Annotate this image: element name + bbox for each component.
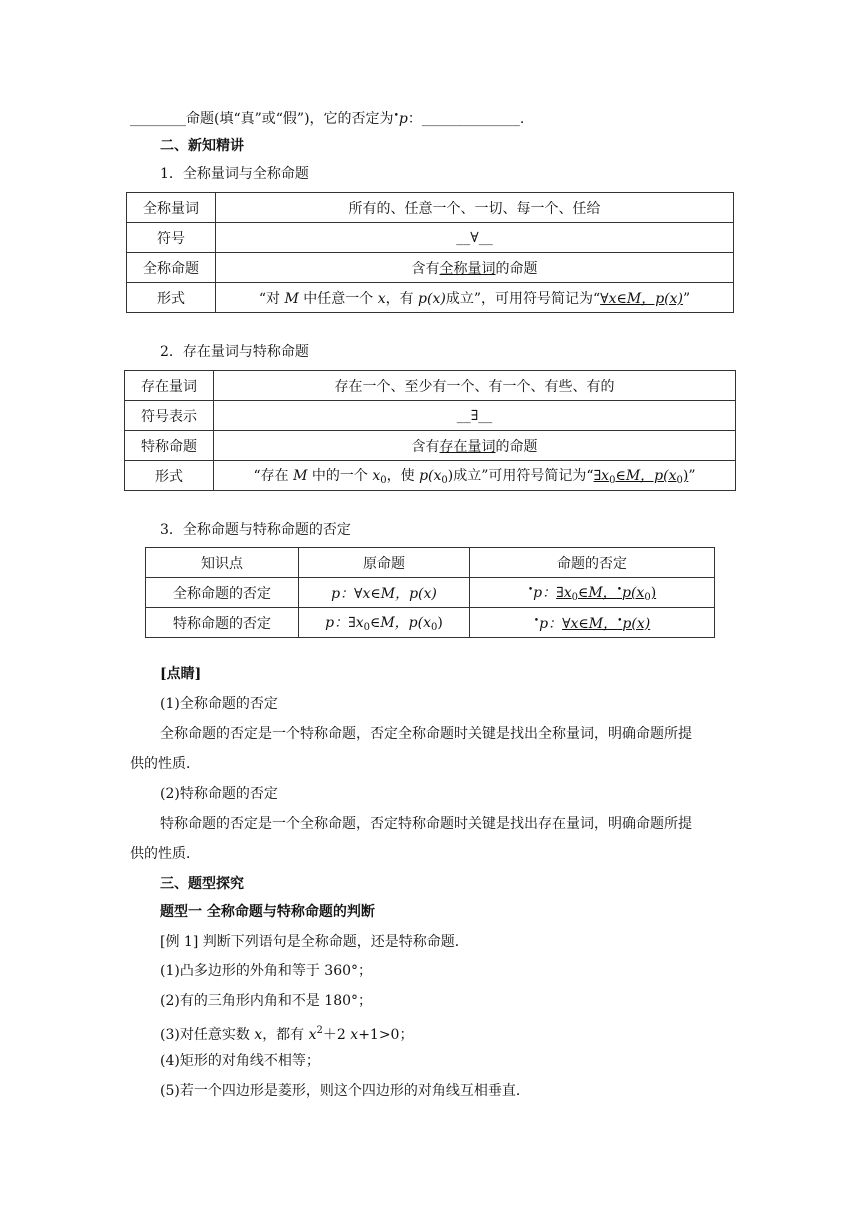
cell-neg (470, 608, 715, 638)
text: (3)对任意实数 (160, 1027, 255, 1043)
text: 中任意一个 (298, 290, 378, 307)
symbol-form (594, 468, 689, 484)
table-row (146, 578, 715, 608)
text: “对 (258, 290, 285, 307)
dianjing-label: [点睛] (160, 666, 202, 682)
row-value: __∃__ (214, 401, 736, 431)
var-m: M (293, 468, 308, 484)
expr: p(x (419, 468, 442, 484)
subscript: 0 (363, 622, 370, 633)
item-3 (160, 1021, 413, 1045)
table-existential-quantifier (124, 370, 736, 491)
row-label: 全称量词 (127, 193, 216, 223)
sym-part: ∈M，p(x (615, 468, 677, 484)
section2-title: 二、新知精讲 (160, 138, 244, 154)
row-label: 特称命题 (125, 431, 214, 461)
text: 中的一个 (307, 468, 373, 484)
var-x0: x (372, 468, 381, 484)
row-label: 形式 (127, 283, 216, 313)
symbol-form: ∀x∈M，p(x) (600, 290, 683, 307)
subscript: 0 (676, 475, 683, 486)
sub2-title: 2．存在量词与特称命题 (160, 344, 309, 360)
note2-line2: 供的性质． (130, 846, 200, 862)
negation-dot: • (533, 615, 540, 626)
row-value: __∀__ (216, 223, 734, 253)
row-label: 存在量词 (125, 371, 214, 401)
text: ∀x∈M， (562, 615, 618, 632)
table-row (146, 608, 715, 638)
negation-dot: • (393, 111, 399, 121)
subscript: 0 (441, 475, 448, 486)
table-negation (145, 547, 715, 638)
sym-part: ) (682, 468, 689, 484)
text-underlined: 全称量词 (439, 260, 496, 277)
table-row (127, 253, 734, 283)
text: p：∃x (325, 615, 364, 631)
text: p： (539, 615, 563, 632)
note2-line1: 特称命题的否定是一个全称命题，否定特称命题时关键是找出存在量词，明确命题所提 (160, 816, 692, 832)
text: ∈M，p(x (369, 615, 431, 631)
negation-dot: • (617, 615, 623, 626)
row-value (214, 431, 736, 461)
subscript: 0 (571, 592, 578, 603)
blank-2: ______________ (421, 111, 520, 127)
item-1: (1)凸多边形的外角和等于 360°； (160, 963, 373, 979)
table-header-row (146, 548, 715, 578)
blank-1: ________ (130, 111, 186, 127)
subscript: 0 (380, 475, 387, 486)
colon: ： (407, 111, 422, 127)
table-row (125, 401, 736, 431)
text-post: 的命题 (495, 260, 538, 277)
var-m: M (284, 290, 299, 307)
cell-orig: p：∀x∈M，p(x) (299, 578, 470, 608)
table-row (125, 461, 736, 491)
item-2: (2)有的三角形内角和不是 180°； (160, 993, 373, 1009)
var-x: x (377, 290, 386, 307)
expr: ) (447, 468, 454, 484)
sub1-title: 1．全称量词与全称命题 (160, 166, 309, 182)
text: ＋2 (322, 1027, 351, 1043)
text: ) (650, 585, 657, 601)
row-label: 符号表示 (125, 401, 214, 431)
row-value (214, 461, 736, 491)
item-4: (4)矩形的对角线不相等； (160, 1053, 320, 1069)
text: ∈M， (577, 585, 617, 601)
row-value: 所有的、任意一个、一切、每一个、任给 (216, 193, 734, 223)
text: ，有 (385, 290, 419, 307)
row-value (216, 283, 734, 313)
negation-dot: • (616, 585, 622, 595)
note2-title: (2)特称命题的否定 (160, 786, 278, 802)
section3-title: 三、题型探究 (160, 876, 244, 892)
text-pre: 含有 (411, 438, 440, 455)
var-x: x (350, 1027, 359, 1043)
text-pre: 含有 (411, 260, 440, 277)
top-line (130, 106, 524, 129)
row-label: 形式 (125, 461, 214, 491)
sym-part: ∃x (593, 468, 610, 484)
table-row (127, 223, 734, 253)
note1-line2: 供的性质． (130, 756, 200, 772)
cell-orig (299, 608, 470, 638)
column-header: 原命题 (299, 548, 470, 578)
item-5: (5)若一个四边形是菱形，则这个四边形的对角线互相垂直． (160, 1083, 530, 1099)
cell-kp: 特称命题的否定 (146, 608, 299, 638)
table-universal-quantifier (126, 192, 734, 313)
table-row (125, 431, 736, 461)
text: ，使 (386, 468, 420, 484)
sub3-title: 3．全称命题与特称命题的否定 (160, 522, 351, 538)
cell-kp: 全称命题的否定 (146, 578, 299, 608)
text: p： (533, 585, 557, 601)
superscript: 2 (316, 1025, 323, 1036)
column-header: 知识点 (146, 548, 299, 578)
text-underlined: 存在量词 (439, 438, 496, 455)
row-label: 全称命题 (127, 253, 216, 283)
period: . (519, 111, 525, 127)
subscript: 0 (644, 592, 651, 603)
text: 成立”，可用符号简记为“ (445, 290, 601, 307)
text: 成立”可用符号简记为“ (453, 468, 594, 484)
table-row (125, 371, 736, 401)
subscript: 0 (609, 475, 616, 486)
example-1: [例 1] 判断下列语句是全称命题，还是特称命题． (160, 934, 469, 950)
text: p(x (622, 585, 645, 601)
text: “存在 (253, 468, 294, 484)
expr-px: p(x) (418, 290, 446, 307)
type1-title: 题型一 全称命题与特称命题的判断 (160, 904, 375, 920)
note1-line1: 全称命题的否定是一个特称命题，否定全称命题时关键是找出全称量词，明确命题所提 (160, 726, 692, 742)
subscript: 0 (431, 622, 438, 633)
table-row (127, 193, 734, 223)
underlined-part (562, 616, 650, 632)
text: ” (682, 290, 691, 307)
row-value (216, 253, 734, 283)
var-x: x (308, 1027, 317, 1043)
row-label: 符号 (127, 223, 216, 253)
text: ) (437, 615, 443, 631)
text: ∃x (556, 585, 572, 601)
text-post: 的命题 (495, 438, 538, 455)
text: ，都有 (262, 1027, 309, 1043)
cell-neg (470, 578, 715, 608)
var-x: x (254, 1027, 263, 1043)
underlined-part (556, 585, 656, 601)
text: +1>0； (358, 1027, 414, 1043)
column-header: 命题的否定 (470, 548, 715, 578)
text: p(x) (622, 615, 651, 632)
negation-dot: • (527, 585, 534, 595)
text: ” (688, 468, 696, 484)
top-line-text: 命题(填“真”或“假”)，它的否定为 (186, 111, 394, 127)
row-value: 存在一个、至少有一个、有一个、有些、有的 (214, 371, 736, 401)
note1-title: (1)全称命题的否定 (160, 696, 278, 712)
var-p: p (398, 111, 408, 127)
table-row (127, 283, 734, 313)
